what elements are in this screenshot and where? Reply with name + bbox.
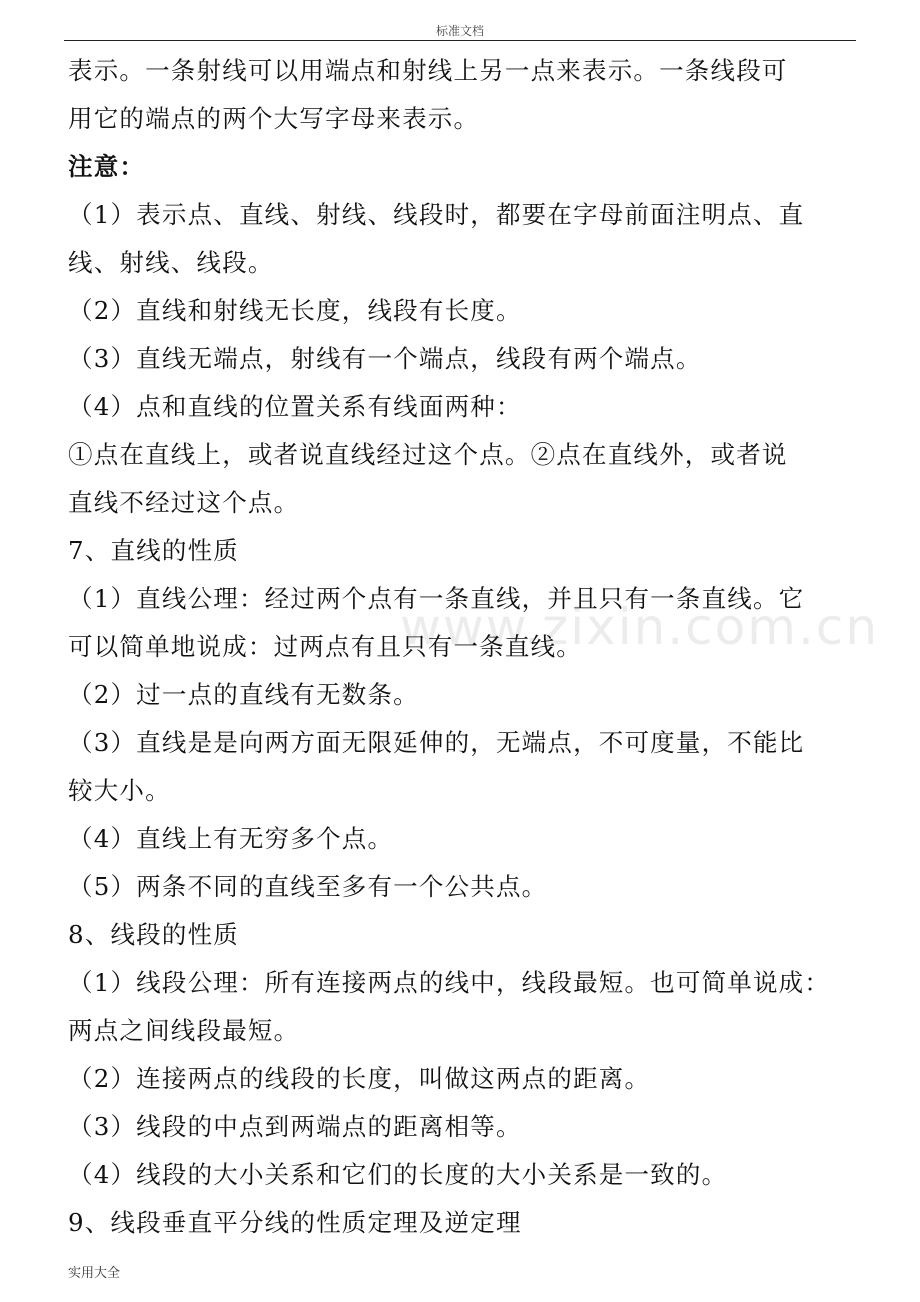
section-heading-bisector-theorem: 9、线段垂直平分线的性质定理及逆定理 <box>68 1208 522 1237</box>
text-line: 线、射线、线段。 <box>68 248 274 277</box>
watermark: www.zixin.com.cn <box>400 598 880 656</box>
text-line: （4）线段的大小关系和它们的长度的大小关系是一致的。 <box>68 1160 728 1189</box>
section-heading-segment-properties: 8、线段的性质 <box>68 920 239 949</box>
text-line: （1）表示点、直线、射线、线段时，都要在字母前面注明点、直 <box>68 200 805 229</box>
text-line: （3）线段的中点到两端点的距离相等。 <box>68 1112 522 1141</box>
text-line: （2）过一点的直线有无数条。 <box>68 680 419 709</box>
page-footer: 实用大全 <box>68 1266 121 1281</box>
section-heading-notes: 注意： <box>68 152 146 181</box>
text-line: （3）直线无端点，射线有一个端点，线段有两个端点。 <box>68 344 702 373</box>
text-line: （2）连接两点的线段的长度，叫做这两点的距离。 <box>68 1064 651 1093</box>
text-line: （3）直线是是向两方面无限延伸的，无端点，不可度量，不能比 <box>68 728 805 757</box>
text-line: 直线不经过这个点。 <box>68 488 300 517</box>
text-line: （1）直线公理：经过两个点有一条直线，并且只有一条直线。它 <box>68 584 805 613</box>
text-line: 较大小。 <box>68 776 171 805</box>
text-line: ①点在直线上，或者说直线经过这个点。②点在直线外，或者说 <box>68 440 788 469</box>
document-body <box>68 47 858 1247</box>
text-line: 表示。一条射线可以用端点和射线上另一点来表示。一条线段可 <box>68 56 788 85</box>
text-line: （1）线段公理：所有连接两点的线中，线段最短。也可简单说成： <box>68 968 831 997</box>
text-line: （4）点和直线的位置关系有线面两种： <box>68 392 522 421</box>
text-line: 可以简单地说成：过两点有且只有一条直线。 <box>68 632 582 661</box>
section-heading-line-properties: 7、直线的性质 <box>68 536 239 565</box>
text-line: （5）两条不同的直线至多有一个公共点。 <box>68 872 548 901</box>
text-line: 两点之间线段最短。 <box>68 1016 300 1045</box>
page-header: 标准文档 <box>435 24 484 38</box>
text-line: （4）直线上有无穷多个点。 <box>68 824 394 853</box>
text-line: （2）直线和射线无长度，线段有长度。 <box>68 296 522 325</box>
text-line: 用它的端点的两个大写字母来表示。 <box>68 104 480 133</box>
header-divider <box>64 40 856 41</box>
